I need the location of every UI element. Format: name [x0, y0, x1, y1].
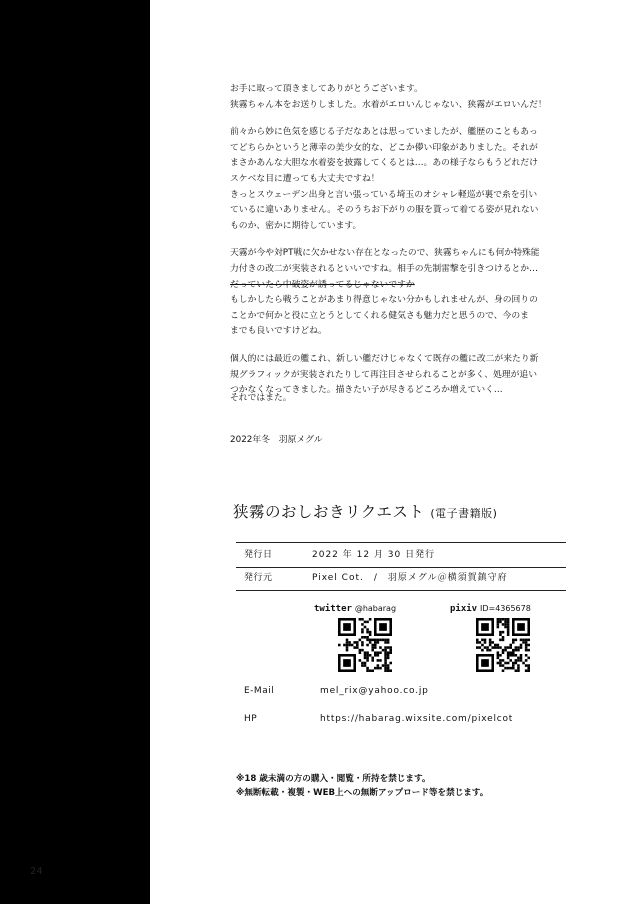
issue-date-value: 2022 年 12 月 30 日発行 [312, 550, 436, 560]
age-restriction-notice: ※18 歳未満の方の購入・閲覧・所持を禁じます。 [236, 774, 431, 784]
pixiv-name: pixiv [450, 604, 478, 614]
email-label: E-Mail [244, 686, 275, 696]
afterword-line: 力付きの改二が実装されるといいですね。相手の先制雷撃を引きつけるとか… [230, 263, 538, 274]
afterword-line: ているに違いありません。そのうちお下がりの服を貰って着てる姿が見れない [230, 205, 539, 216]
homepage-url[interactable]: https://habarag.wixsite.com/pixelcot [320, 714, 514, 724]
legal-notices [236, 772, 488, 800]
afterword-line: もしかしたら戦うことがあまり得意じゃない分かもしれませんが、身の回りの [230, 295, 538, 306]
email-value[interactable]: mel_rix@yahoo.co.jp [320, 686, 429, 696]
issue-date-label: 発行日 [244, 550, 273, 560]
afterword-line: 前々から妙に色気を感じる子だなあとは思っていましたが、艦歴のこともあっ [230, 127, 538, 138]
publisher-value: Pixel Cot. / 羽原メグル＠横須賀鎮守府 [312, 573, 508, 583]
closing-line: それではまた。 [230, 393, 292, 403]
author-signature: 2022年冬 羽原メグル [230, 435, 323, 445]
twitter-name: twitter [314, 604, 352, 614]
afterword-line: スケベな目に遭っても大丈夫ですね！ [230, 173, 380, 184]
twitter-qr-code[interactable] [338, 618, 392, 672]
twitter-label [314, 604, 396, 614]
afterword-line: 個人的には最近の艦これ、新しい艦だけじゃなくて既存の艦に改二が来たり新 [230, 353, 539, 364]
afterword [230, 82, 590, 411]
pixiv-qr-code[interactable] [476, 618, 530, 672]
afterword-line: ものか、密かに期待しています。 [230, 220, 362, 231]
afterword-line: まさかあんな大胆な水着姿を披露してくるとは…。あの様子ならもうどれだけ [230, 158, 538, 169]
publisher-label: 発行元 [244, 573, 273, 583]
book-title-text: 狭霧のおしおきリクエスト [233, 503, 425, 521]
afterword-paragraph-3 [230, 246, 590, 340]
issue-date-row [236, 542, 566, 568]
publisher-row [236, 566, 566, 591]
afterword-paragraph-1 [230, 82, 590, 113]
afterword-line: つかなくなってきました。描きたい子が尽きるどころか増えていく… [230, 385, 503, 396]
afterword-line: てどちらかというと薄幸の美少女的な、どこか儚い印象がありました。それが [230, 142, 538, 153]
afterword-line: お手に取って頂きましてありがとうございます。 [230, 84, 423, 94]
afterword-paragraph-2 [230, 125, 590, 234]
afterword-line: 狭霧ちゃん本をお送りしました。水着がエロいんじゃない、狭霧がエロいんだ！ [230, 99, 547, 110]
twitter-handle: @habarag [354, 604, 397, 613]
pixiv-label [450, 604, 531, 614]
afterword-line: 天霧が今や対PT戦に欠かせない存在となったので、狭霧ちゃんにも何か特殊能 [230, 248, 540, 259]
pixiv-id: ID=4365678 [479, 604, 531, 613]
book-title [233, 500, 497, 522]
afterword-line: 規グラフィックが実装されたりして再注目させられることが多く、処理が追い [230, 369, 538, 380]
homepage-label: HP [244, 714, 258, 724]
left-black-bar [0, 0, 150, 904]
struck-through-line: だっていたら中破姿が誘ってるじゃないですか [230, 279, 415, 290]
book-title-edition: (電子書籍版) [430, 507, 498, 520]
page-number: 24 [30, 866, 43, 877]
email-row [236, 686, 429, 696]
homepage-row [236, 714, 513, 724]
afterword-line: きっとスウェーデン出身と言い張っている埼玉のオシャレ軽巡が裏で糸を引い [230, 189, 538, 200]
afterword-line: までも良いですけどね。 [230, 326, 327, 337]
afterword-line: ことかで何かと役に立とうとしてくれる健気さも魅力だと思うので、今のま [230, 310, 529, 321]
reproduction-notice: ※無断転載・複製・WEB上への無断アップロード等を禁じます。 [236, 788, 489, 798]
